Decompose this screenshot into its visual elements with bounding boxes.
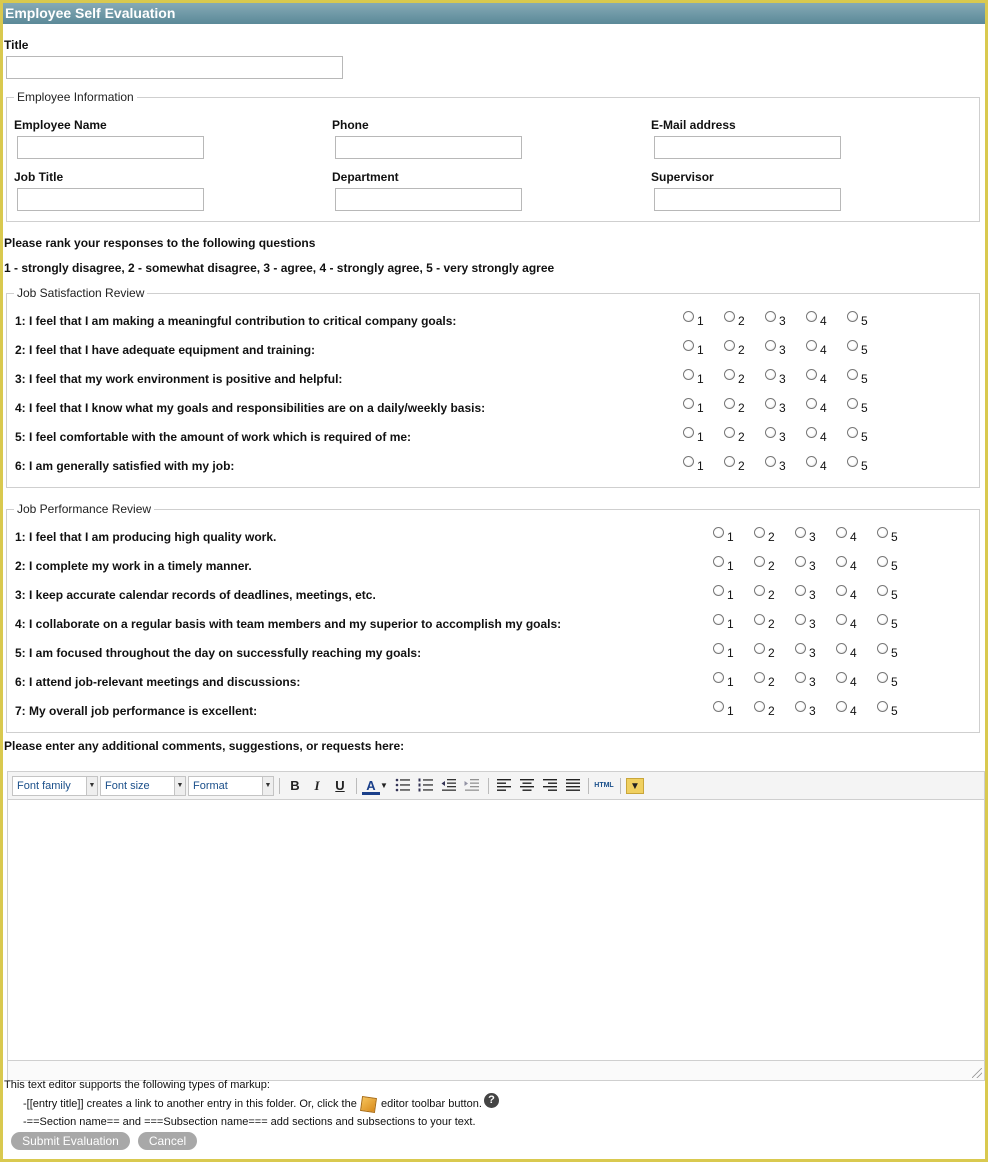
rating-radio[interactable] xyxy=(847,398,858,409)
align-center-icon[interactable] xyxy=(518,778,536,794)
instructions-scale: 1 - strongly disagree, 2 - somewhat disagree, 3 - agree, 4 - strongly agree, 5 - very strongly agree xyxy=(4,261,555,275)
rating-option-label: 5 xyxy=(891,617,898,631)
rating-radio[interactable] xyxy=(683,427,694,438)
rating-option xyxy=(754,643,784,659)
supervisor-label: Supervisor xyxy=(651,170,714,184)
chevron-down-icon: ▼ xyxy=(174,777,185,795)
indent-icon[interactable] xyxy=(463,778,481,794)
align-left-icon[interactable] xyxy=(495,778,513,794)
rating-radio[interactable] xyxy=(877,556,888,567)
rating-option-label: 3 xyxy=(809,646,816,660)
rating-option xyxy=(724,369,754,385)
rating-radio[interactable] xyxy=(795,701,806,712)
rating-option xyxy=(683,398,713,414)
rating-radio[interactable] xyxy=(877,643,888,654)
rating-option-label: 5 xyxy=(861,343,868,357)
rating-option xyxy=(754,527,784,543)
rating-radio[interactable] xyxy=(754,672,765,683)
rating-radio[interactable] xyxy=(713,701,724,712)
resize-handle-icon[interactable] xyxy=(972,1068,982,1078)
rating-option xyxy=(754,614,784,630)
html-icon[interactable]: HTML xyxy=(594,782,614,789)
rating-option xyxy=(795,556,825,572)
rating-radio[interactable] xyxy=(724,427,735,438)
rating-option xyxy=(754,585,784,601)
rating-option-label: 1 xyxy=(727,530,734,544)
phone-label: Phone xyxy=(332,118,369,132)
question-label: 2: I complete my work in a timely manner. xyxy=(15,559,252,573)
rating-radio[interactable] xyxy=(765,456,776,467)
rating-option xyxy=(683,340,713,356)
job-title-input[interactable] xyxy=(17,188,204,211)
rating-option xyxy=(806,369,836,385)
rating-option-label: 1 xyxy=(727,617,734,631)
rating-option-label: 2 xyxy=(738,401,745,415)
rating-option xyxy=(806,340,836,356)
rating-radio[interactable] xyxy=(877,527,888,538)
rating-radio-group xyxy=(683,311,883,327)
rating-option xyxy=(683,369,713,385)
rating-option xyxy=(724,398,754,414)
rating-radio[interactable] xyxy=(724,456,735,467)
editor-toolbar xyxy=(8,772,984,800)
rating-option xyxy=(765,369,795,385)
rating-radio-group xyxy=(683,456,883,472)
rating-option-label: 2 xyxy=(768,675,775,689)
format-label: Format xyxy=(193,780,228,792)
help-line1: This text editor supports the following types of markup: xyxy=(4,1079,270,1091)
rating-radio[interactable] xyxy=(765,427,776,438)
submit-evaluation-button[interactable]: Submit Evaluation xyxy=(11,1132,130,1150)
title-input[interactable] xyxy=(6,56,343,79)
question-label: 3: I feel that my work environment is positive and helpful: xyxy=(15,372,343,386)
rating-option xyxy=(847,398,877,414)
rating-option-label: 4 xyxy=(850,530,857,544)
question-label: 6: I am generally satisfied with my job: xyxy=(15,459,235,473)
rating-radio[interactable] xyxy=(795,556,806,567)
help-line2b: editor toolbar button. xyxy=(381,1098,482,1110)
rating-radio-group xyxy=(713,701,913,717)
question-label: 6: I attend job-relevant meetings and discussions: xyxy=(15,675,301,689)
rating-option-label: 5 xyxy=(861,401,868,415)
rating-radio[interactable] xyxy=(683,398,694,409)
rating-radio[interactable] xyxy=(836,556,847,567)
align-right-icon[interactable] xyxy=(541,778,559,794)
rating-radio[interactable] xyxy=(877,614,888,625)
rating-radio[interactable] xyxy=(795,585,806,596)
rating-option-label: 3 xyxy=(779,372,786,386)
rating-option-label: 1 xyxy=(697,401,704,415)
rating-radio[interactable] xyxy=(836,585,847,596)
rating-option-label: 3 xyxy=(779,314,786,328)
rating-radio[interactable] xyxy=(754,701,765,712)
rating-radio[interactable] xyxy=(877,701,888,712)
bold-icon[interactable]: B xyxy=(290,778,300,793)
rating-option xyxy=(806,311,836,327)
rating-option-label: 3 xyxy=(809,530,816,544)
rating-option-label: 4 xyxy=(850,704,857,718)
font-family-select[interactable] xyxy=(12,776,98,796)
rating-option xyxy=(847,340,877,356)
rating-radio[interactable] xyxy=(765,340,776,351)
rating-option xyxy=(877,527,907,543)
entry-link-icon xyxy=(360,1096,377,1113)
rating-option xyxy=(754,556,784,572)
rating-radio[interactable] xyxy=(847,369,858,380)
rating-option-label: 4 xyxy=(850,559,857,573)
rating-radio[interactable] xyxy=(795,643,806,654)
toolbar-separator xyxy=(588,778,589,794)
rating-radio-group xyxy=(683,340,883,356)
rating-option xyxy=(877,585,907,601)
employee-name-label: Employee Name xyxy=(14,118,107,132)
question-label: 7: My overall job performance is excellent: xyxy=(15,704,258,718)
rating-option-label: 5 xyxy=(891,675,898,689)
rating-option xyxy=(724,456,754,472)
email-input[interactable] xyxy=(654,136,841,159)
rating-option-label: 1 xyxy=(727,675,734,689)
satisfaction-legend: Job Satisfaction Review xyxy=(14,286,147,300)
rating-radio[interactable] xyxy=(847,456,858,467)
font-color-dropdown-icon[interactable]: ▼ xyxy=(380,781,388,790)
help-line2a: -[[entry title]] creates a link to another entry in this folder. Or, click the xyxy=(23,1098,357,1110)
employee-name-input[interactable] xyxy=(17,136,204,159)
rating-option xyxy=(877,701,907,717)
rating-option xyxy=(754,672,784,688)
rating-option-label: 2 xyxy=(738,459,745,473)
chevron-down-icon: ▼ xyxy=(262,777,273,795)
toolbar-separator xyxy=(488,778,489,794)
rating-option-label: 5 xyxy=(891,530,898,544)
more-icon[interactable]: ▼ xyxy=(626,778,644,794)
outdent-icon[interactable] xyxy=(440,778,458,794)
rating-radio[interactable] xyxy=(713,614,724,625)
rating-radio-group xyxy=(683,398,883,414)
rating-option xyxy=(683,456,713,472)
rating-radio[interactable] xyxy=(765,398,776,409)
rating-radio-group xyxy=(713,527,913,543)
rating-option-label: 1 xyxy=(697,459,704,473)
rating-radio[interactable] xyxy=(795,527,806,538)
rating-option xyxy=(713,527,743,543)
rating-option xyxy=(836,556,866,572)
toolbar-separator xyxy=(620,778,621,794)
rating-option-label: 3 xyxy=(809,617,816,631)
rating-option xyxy=(836,585,866,601)
rating-radio[interactable] xyxy=(754,585,765,596)
rating-option-label: 4 xyxy=(820,430,827,444)
rating-radio-group xyxy=(713,556,913,572)
rating-option-label: 2 xyxy=(738,343,745,357)
rating-option xyxy=(683,311,713,327)
format-select[interactable] xyxy=(188,776,274,796)
rating-radio[interactable] xyxy=(724,369,735,380)
rating-radio[interactable] xyxy=(806,369,817,380)
font-size-select[interactable] xyxy=(100,776,186,796)
rating-radio-group xyxy=(713,614,913,630)
question-label: 5: I feel comfortable with the amount of work which is required of me: xyxy=(15,430,412,444)
rating-radio[interactable] xyxy=(806,311,817,322)
rating-radio[interactable] xyxy=(683,311,694,322)
rating-option-label: 4 xyxy=(820,401,827,415)
department-label: Department xyxy=(332,170,399,184)
comments-label: Please enter any additional comments, suggestions, or requests here: xyxy=(4,739,405,753)
rating-radio[interactable] xyxy=(836,701,847,712)
rating-option xyxy=(765,340,795,356)
font-color-icon[interactable]: A xyxy=(362,778,380,795)
comments-editor xyxy=(7,771,985,1081)
rating-radio-group xyxy=(713,643,913,659)
rating-option-label: 4 xyxy=(850,675,857,689)
employee-info-legend: Employee Information xyxy=(14,90,137,104)
rating-option-label: 5 xyxy=(891,646,898,660)
toolbar-separator xyxy=(356,778,357,794)
rating-radio[interactable] xyxy=(847,427,858,438)
rating-option xyxy=(795,585,825,601)
rating-option xyxy=(724,427,754,443)
rating-radio[interactable] xyxy=(836,527,847,538)
rating-radio[interactable] xyxy=(754,527,765,538)
rating-option-label: 4 xyxy=(850,588,857,602)
rating-radio-group xyxy=(683,427,883,443)
rating-option xyxy=(795,672,825,688)
rating-option xyxy=(847,456,877,472)
rating-option-label: 1 xyxy=(697,343,704,357)
rating-radio[interactable] xyxy=(724,398,735,409)
question-label: 2: I feel that I have adequate equipment and training: xyxy=(15,343,316,357)
rating-radio[interactable] xyxy=(683,340,694,351)
rating-option-label: 2 xyxy=(768,530,775,544)
rating-radio[interactable] xyxy=(724,311,735,322)
rating-option-label: 2 xyxy=(768,646,775,660)
rating-option-label: 2 xyxy=(738,314,745,328)
rating-option-label: 5 xyxy=(861,430,868,444)
rating-radio[interactable] xyxy=(806,340,817,351)
rating-radio[interactable] xyxy=(836,614,847,625)
align-justify-icon[interactable] xyxy=(564,778,582,794)
rating-option-label: 4 xyxy=(850,617,857,631)
question-label: 5: I am focused throughout the day on successfully reaching my goals: xyxy=(15,646,422,660)
question-label: 4: I feel that I know what my goals and responsibilities are on a daily/weekly basis: xyxy=(15,401,486,415)
rating-option xyxy=(713,556,743,572)
rating-option-label: 4 xyxy=(820,372,827,386)
rating-option-label: 4 xyxy=(820,314,827,328)
rating-option-label: 1 xyxy=(727,559,734,573)
rating-option-label: 3 xyxy=(779,343,786,357)
rating-option xyxy=(847,311,877,327)
rating-option-label: 1 xyxy=(727,588,734,602)
rating-radio[interactable] xyxy=(806,456,817,467)
rating-option xyxy=(877,556,907,572)
job-title-label: Job Title xyxy=(14,170,64,184)
rating-option-label: 5 xyxy=(891,559,898,573)
question-label: 3: I keep accurate calendar records of deadlines, meetings, etc. xyxy=(15,588,376,602)
rating-option xyxy=(836,701,866,717)
rating-option-label: 2 xyxy=(738,372,745,386)
rating-option xyxy=(836,672,866,688)
window-title: Employee Self Evaluation xyxy=(3,3,985,24)
rating-radio[interactable] xyxy=(847,340,858,351)
rating-option xyxy=(713,585,743,601)
rating-option xyxy=(765,311,795,327)
rating-option-label: 4 xyxy=(820,459,827,473)
editor-statusbar xyxy=(8,1060,984,1080)
toolbar-separator xyxy=(279,778,280,794)
font-family-label: Font family xyxy=(17,780,71,792)
rating-option-label: 3 xyxy=(779,401,786,415)
rating-option xyxy=(877,643,907,659)
rating-radio[interactable] xyxy=(754,614,765,625)
supervisor-input[interactable] xyxy=(654,188,841,211)
rating-option xyxy=(847,427,877,443)
rating-option xyxy=(754,701,784,717)
phone-input[interactable] xyxy=(335,136,522,159)
comments-textarea[interactable] xyxy=(8,800,984,1060)
question-label: 4: I collaborate on a regular basis with team members and my superior to accomplish my goals: xyxy=(15,617,562,631)
rating-radio[interactable] xyxy=(806,398,817,409)
help-line3: -==Section name== and ===Subsection name=== add sections and subsections to your text. xyxy=(23,1116,476,1128)
rating-option xyxy=(765,456,795,472)
question-label: 1: I feel that I am producing high quality work. xyxy=(15,530,277,544)
rating-option-label: 5 xyxy=(861,314,868,328)
rating-option xyxy=(806,427,836,443)
rating-radio[interactable] xyxy=(713,585,724,596)
rating-option-label: 5 xyxy=(891,704,898,718)
rating-option-label: 3 xyxy=(809,559,816,573)
help-icon[interactable]: ? xyxy=(484,1093,499,1108)
rating-radio[interactable] xyxy=(847,311,858,322)
rating-radio[interactable] xyxy=(765,311,776,322)
rating-option xyxy=(806,398,836,414)
rating-option-label: 4 xyxy=(820,343,827,357)
rating-radio[interactable] xyxy=(795,672,806,683)
rating-radio[interactable] xyxy=(754,643,765,654)
bullet-list-icon[interactable] xyxy=(394,778,412,794)
question-label: 1: I feel that I am making a meaningful contribution to critical company goals: xyxy=(15,314,457,328)
rating-option xyxy=(713,672,743,688)
rating-option-label: 3 xyxy=(779,459,786,473)
rating-radio[interactable] xyxy=(877,672,888,683)
rating-option-label: 1 xyxy=(697,430,704,444)
rating-option-label: 4 xyxy=(850,646,857,660)
rating-option xyxy=(713,643,743,659)
rating-option xyxy=(683,427,713,443)
rating-option xyxy=(724,340,754,356)
underline-icon[interactable]: U xyxy=(335,778,345,793)
rating-option xyxy=(795,614,825,630)
rating-radio[interactable] xyxy=(806,427,817,438)
rating-option-label: 5 xyxy=(861,459,868,473)
font-size-label: Font size xyxy=(105,780,150,792)
rating-option-label: 3 xyxy=(809,675,816,689)
rating-option xyxy=(795,643,825,659)
rating-radio[interactable] xyxy=(713,556,724,567)
rating-option-label: 1 xyxy=(727,704,734,718)
rating-radio[interactable] xyxy=(713,672,724,683)
rating-option xyxy=(765,398,795,414)
rating-option-label: 2 xyxy=(768,588,775,602)
rating-radio[interactable] xyxy=(713,527,724,538)
italic-icon[interactable]: I xyxy=(314,778,320,793)
rating-option xyxy=(847,369,877,385)
rating-option xyxy=(836,527,866,543)
cancel-button[interactable]: Cancel xyxy=(138,1132,197,1150)
rating-radio-group xyxy=(683,369,883,385)
rating-radio-group xyxy=(713,672,913,688)
rating-radio[interactable] xyxy=(713,643,724,654)
chevron-down-icon: ▼ xyxy=(86,777,97,795)
rating-option-label: 1 xyxy=(697,314,704,328)
rating-radio[interactable] xyxy=(724,340,735,351)
rating-option-label: 3 xyxy=(779,430,786,444)
rating-option-label: 2 xyxy=(768,559,775,573)
rating-option xyxy=(806,456,836,472)
title-label: Title xyxy=(4,38,29,52)
rating-option-label: 2 xyxy=(768,704,775,718)
rating-radio[interactable] xyxy=(765,369,776,380)
rating-option-label: 1 xyxy=(727,646,734,660)
rating-option xyxy=(836,643,866,659)
rating-option-label: 1 xyxy=(697,372,704,386)
rating-option-label: 3 xyxy=(809,588,816,602)
rating-radio[interactable] xyxy=(683,369,694,380)
rating-radio[interactable] xyxy=(877,585,888,596)
rating-option xyxy=(724,311,754,327)
rating-option xyxy=(877,672,907,688)
rating-option xyxy=(795,527,825,543)
rating-radio[interactable] xyxy=(836,643,847,654)
numbered-list-icon[interactable] xyxy=(417,778,435,794)
rating-option xyxy=(877,614,907,630)
rating-option-label: 5 xyxy=(891,588,898,602)
rating-option xyxy=(713,701,743,717)
department-input[interactable] xyxy=(335,188,522,211)
rating-radio-group xyxy=(713,585,913,601)
rating-option xyxy=(765,427,795,443)
rating-option xyxy=(836,614,866,630)
performance-legend: Job Performance Review xyxy=(14,502,154,516)
rating-radio[interactable] xyxy=(754,556,765,567)
rating-radio[interactable] xyxy=(683,456,694,467)
rating-option-label: 5 xyxy=(861,372,868,386)
rating-radio[interactable] xyxy=(795,614,806,625)
instructions-line1: Please rank your responses to the following questions xyxy=(4,236,316,250)
rating-radio[interactable] xyxy=(836,672,847,683)
rating-option xyxy=(713,614,743,630)
email-label: E-Mail address xyxy=(651,118,736,132)
rating-option xyxy=(795,701,825,717)
rating-option-label: 3 xyxy=(809,704,816,718)
rating-option-label: 2 xyxy=(768,617,775,631)
rating-option-label: 2 xyxy=(738,430,745,444)
